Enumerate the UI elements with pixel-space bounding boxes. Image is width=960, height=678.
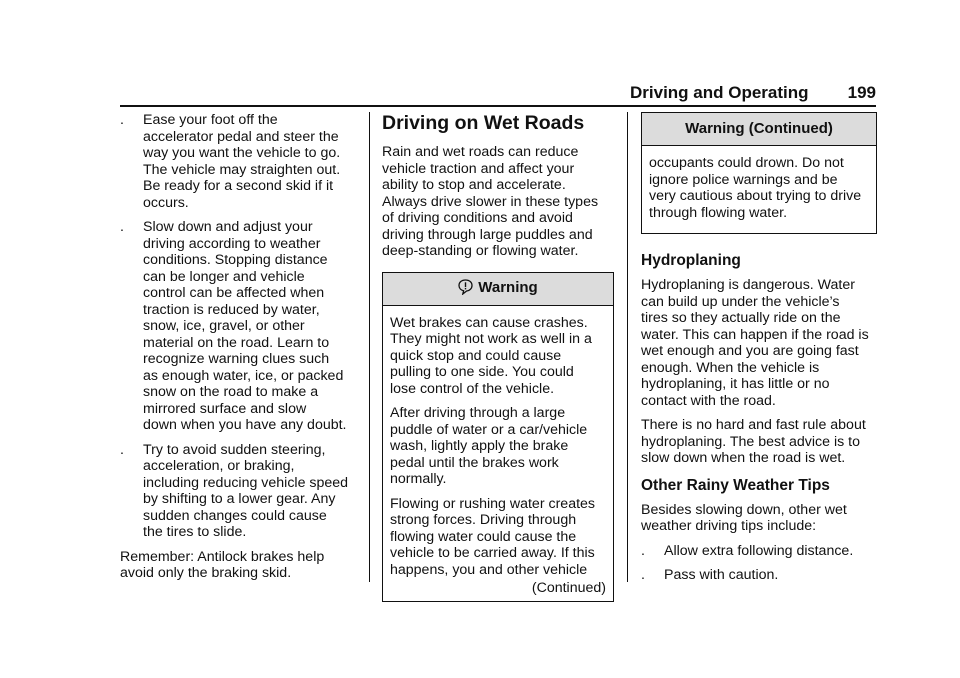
warning-continued-body bbox=[642, 146, 876, 233]
list-item bbox=[120, 219, 356, 434]
warning-paragraph: After driving through a large puddle of water or a car/vehicle wash, lightly apply the brake pedal until the brakes work normally. bbox=[390, 405, 588, 487]
warning-title: Warning bbox=[478, 279, 538, 297]
warning-body bbox=[383, 306, 613, 601]
list-item bbox=[120, 112, 356, 211]
warning-icon bbox=[458, 279, 473, 299]
wet-roads-heading: Driving on Wet Roads bbox=[382, 112, 585, 134]
warning-box bbox=[382, 272, 614, 602]
column-2 bbox=[382, 112, 614, 602]
bullet-mark: . bbox=[120, 219, 124, 235]
bullet-mark: . bbox=[641, 567, 645, 583]
hydroplaning-paragraph: Hydroplaning is dangerous. Water can build up under the vehicle’s tires so they actually ride on the water. This can happen if the road is wet enough and you are going fast enough. When the vehicle is hydroplaning, it has little or no contact with the road. bbox=[641, 277, 869, 409]
list-item-text: Pass with caution. bbox=[664, 567, 779, 583]
bullet-mark: . bbox=[120, 112, 124, 128]
column-3 bbox=[641, 112, 877, 592]
warning-paragraph: Flowing or rushing water creates strong forces. Driving through flowing water could cause the vehicle to be carried away. If this happens, you and other vehicle bbox=[390, 495, 596, 578]
warning-continued-title: Warning (Continued) bbox=[685, 119, 833, 137]
bullet-mark: . bbox=[641, 542, 645, 559]
rainy-tips-heading: Other Rainy Weather Tips bbox=[641, 476, 830, 494]
warning-paragraph: Wet brakes can cause crashes. They might not work as well in a quick stop and could cause pulling to one side. You could lose control of the vehicle. bbox=[390, 314, 592, 397]
page-header bbox=[630, 83, 876, 103]
list-item bbox=[120, 442, 356, 541]
warning-title-bar bbox=[383, 273, 613, 306]
page-number: 199 bbox=[847, 83, 876, 102]
warning-continued-title-bar bbox=[642, 113, 876, 146]
list-item bbox=[641, 543, 877, 560]
continued-label: (Continued) bbox=[531, 580, 606, 596]
warning-continued-box bbox=[641, 112, 877, 234]
bullet-mark: . bbox=[120, 441, 124, 458]
section-title: Driving and Operating bbox=[630, 83, 809, 102]
wet-roads-intro: Rain and wet roads can reduce vehicle traction and affect your ability to stop and accelerate. Always drive slower in these types of driving conditions and avoid driving through large puddles and deep-standing or flowing water. bbox=[382, 144, 599, 259]
hydroplaning-paragraph: There is no hard and fast rule about hydroplaning. The best advice is to slow down when the road is wet. bbox=[641, 417, 866, 466]
list-item-text: Slow down and adjust your driving according to weather conditions. Stopping distance can be longer and vehicle control can be affected when traction is reduced by water, snow, ice, gravel, or other material on the road. Learn to recognize warning clues such as enough water, ice, or packed snow on the road to make a mirrored surface and slow down when you have any doubt. bbox=[143, 219, 347, 433]
column-1 bbox=[120, 112, 356, 590]
warning-continued-text: occupants could drown. Do not ignore police warnings and be very cautious about trying to drive through flowing water. bbox=[649, 155, 862, 221]
rainy-tips-intro: Besides slowing down, other wet weather driving tips include: bbox=[641, 501, 847, 534]
column-divider-left bbox=[369, 112, 370, 582]
list-item bbox=[641, 567, 877, 584]
list-item-text: Try to avoid sudden steering, acceleration, or braking, including reducing vehicle speed by shifting to a lower gear. Any sudden changes could cause the tires to slide. bbox=[143, 441, 349, 540]
list-item-text: Ease your foot off the accelerator pedal and steer the way you want the vehicle to go. The vehicle may straighten out. Be ready for a second skid if it occurs. bbox=[143, 112, 341, 211]
hydroplaning-heading: Hydroplaning bbox=[641, 252, 741, 269]
list-item-text: Allow extra following distance. bbox=[664, 542, 854, 559]
column-divider-right bbox=[627, 112, 628, 582]
closing-paragraph: Remember: Antilock brakes help avoid only the braking skid. bbox=[120, 548, 325, 581]
header-rule bbox=[120, 105, 876, 107]
